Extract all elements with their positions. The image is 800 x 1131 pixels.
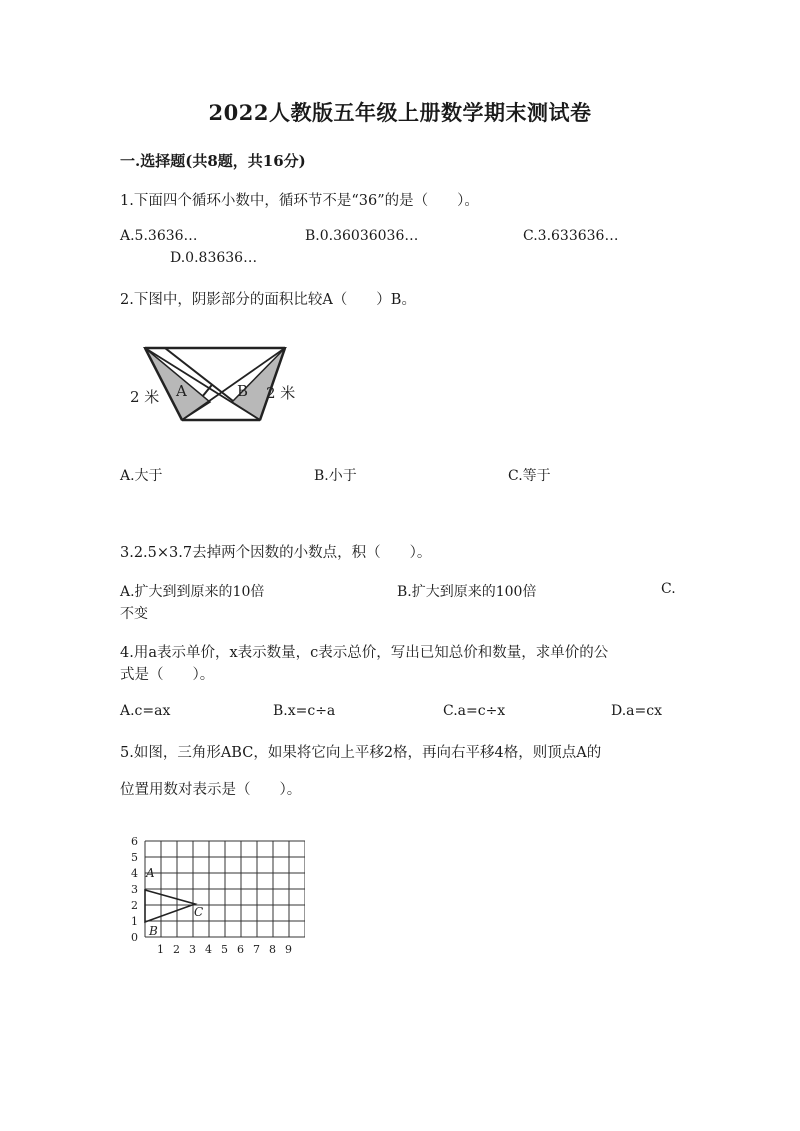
question-3-option-c[interactable]: C. xyxy=(661,581,676,597)
label-b: B xyxy=(237,382,249,400)
question-1-option-b[interactable]: B.0.36036036… xyxy=(305,228,419,244)
question-5-stem-line1: 5.如图，三角形ABC，如果将它向上平移2格，再向右平移4格，则顶点A的 xyxy=(120,745,602,761)
triangle-abc xyxy=(145,890,195,922)
question-4-stem-line2: 式是（ ）。 xyxy=(120,667,215,683)
question-2-option-a[interactable]: A.大于 xyxy=(120,468,163,484)
y-axis-tick-label: 6 xyxy=(131,835,138,848)
y-axis-tick-label: 0 xyxy=(131,931,138,944)
y-axis-tick-label: 3 xyxy=(131,883,138,896)
x-axis-tick-label: 2 xyxy=(173,943,180,956)
question-3-stem: 3.2.5×3.7去掉两个因数的小数点，积（ ）。 xyxy=(120,545,432,561)
x-axis-tick-label: 9 xyxy=(285,943,292,956)
x-axis-tick-label: 3 xyxy=(189,943,196,956)
trapezoid-figure xyxy=(120,338,310,426)
y-axis-tick-label: 5 xyxy=(131,851,138,864)
vertex-c-label: C xyxy=(194,905,204,919)
question-3-option-a[interactable]: A.扩大到到原来的10倍 xyxy=(120,584,265,600)
vertex-b-label: B xyxy=(149,924,158,938)
y-axis-tick-label: 4 xyxy=(131,867,138,880)
question-4-stem-line1: 4.用a表示单价，x表示数量，c表示总价，写出已知总价和数量，求单价的公 xyxy=(120,645,609,661)
section-heading: 一.选择题(共8题，共16分) xyxy=(120,152,306,170)
x-axis-tick-label: 1 xyxy=(157,943,164,956)
question-1-option-d[interactable]: D.0.83636… xyxy=(170,250,258,266)
question-3-option-c-text: 不变 xyxy=(120,606,148,622)
question-2-option-b[interactable]: B.小于 xyxy=(314,468,357,484)
y-axis-tick-label: 2 xyxy=(131,899,138,912)
y-axis-tick-label: 1 xyxy=(131,915,138,928)
x-axis-tick-label: 5 xyxy=(221,943,228,956)
question-2-stem: 2.下图中，阴影部分的面积比较A（ ）B。 xyxy=(120,292,416,308)
question-4-option-d[interactable]: D.a=cx xyxy=(611,703,662,719)
x-axis-tick-label: 6 xyxy=(237,943,244,956)
question-1-stem: 1.下面四个循环小数中，循环节不是“36”的是（ ）。 xyxy=(120,193,479,209)
question-5-stem-line2: 位置用数对表示是（ ）。 xyxy=(120,782,302,798)
x-axis-tick-label: 8 xyxy=(269,943,276,956)
question-1-option-a[interactable]: A.5.3636… xyxy=(120,228,198,244)
x-axis-tick-label: 7 xyxy=(253,943,260,956)
question-4-option-c[interactable]: C.a=c÷x xyxy=(443,703,506,719)
x-axis-tick-label: 4 xyxy=(205,943,212,956)
left-measure: 2 米 xyxy=(130,388,160,406)
question-4-option-b[interactable]: B.x=c÷a xyxy=(273,703,336,719)
label-a: A xyxy=(176,382,187,400)
question-2-option-c[interactable]: C.等于 xyxy=(508,468,551,484)
question-3-option-b[interactable]: B.扩大到原来的100倍 xyxy=(397,584,537,600)
vertex-a-label: A xyxy=(146,866,155,880)
question-1-option-c[interactable]: C.3.633636… xyxy=(523,228,619,244)
right-measure: 2 米 xyxy=(266,384,296,402)
page-title: 2022人教版五年级上册数学期末测试卷 xyxy=(208,100,592,125)
question-4-option-a[interactable]: A.c=ax xyxy=(120,703,171,719)
coordinate-grid xyxy=(125,832,305,962)
